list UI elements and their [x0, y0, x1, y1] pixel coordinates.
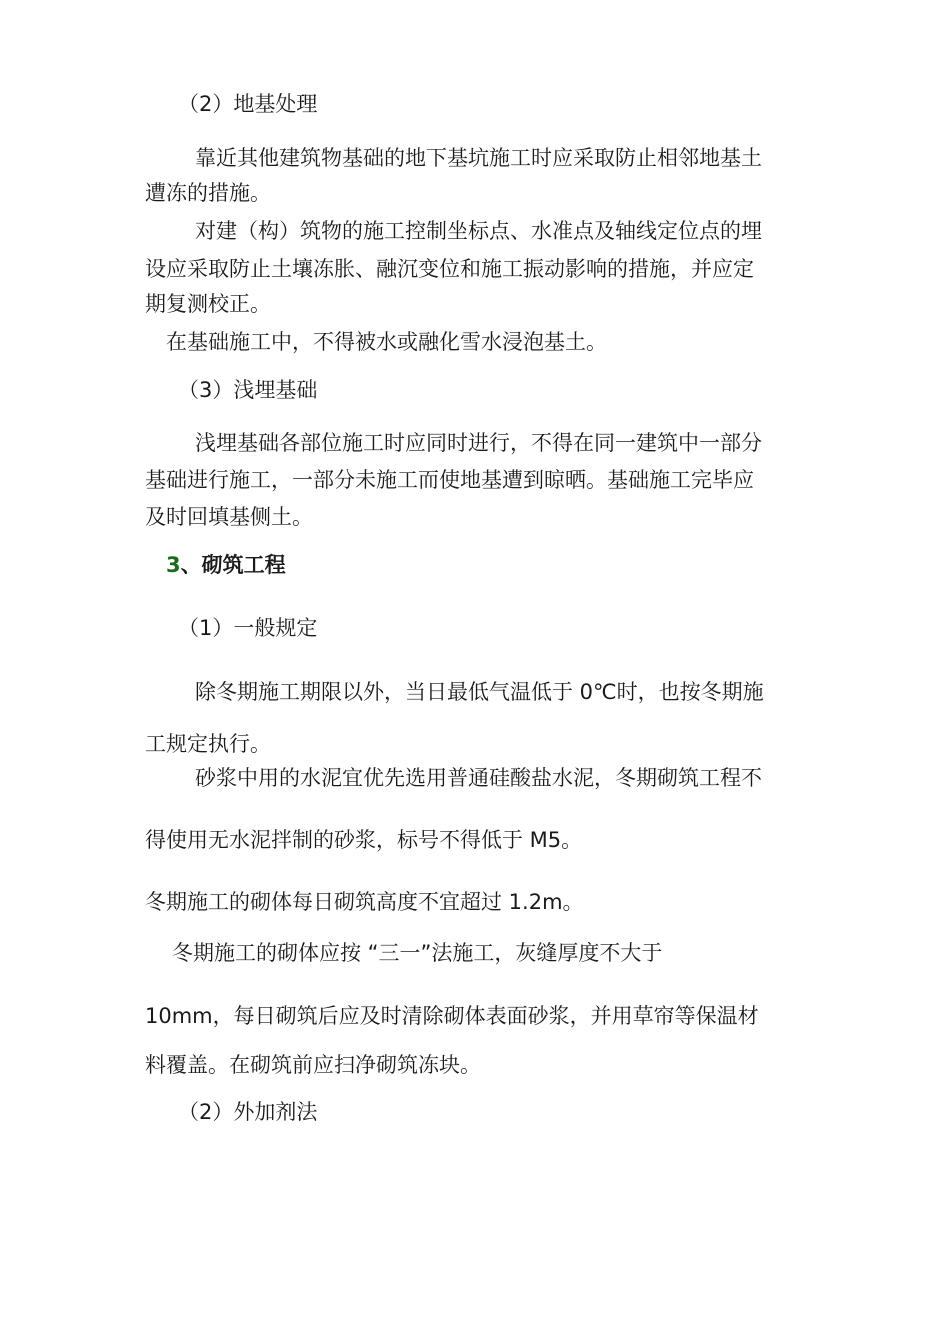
- subheading-general-rules: （1）一般规定: [178, 616, 318, 640]
- chapter-title: 、砌筑工程: [180, 553, 286, 577]
- paragraph-line: 靠近其他建筑物基础的地下基坑施工时应采取防止相邻地基土: [195, 146, 762, 170]
- paragraph-line: 在基础施工中，不得被水或融化雪水浸泡基土。: [166, 330, 607, 354]
- paragraph-line: 冬期施工的砌体应按 “三一”法施工，灰缝厚度不大于: [172, 941, 663, 965]
- chapter-heading: [166, 551, 286, 579]
- paragraph-line: 基础进行施工，一部分未施工而使地基遭到晾晒。基础施工完毕应: [145, 468, 754, 492]
- chapter-number: 3: [166, 553, 181, 577]
- paragraph-line: 设应采取防止土壤冻胀、融沉变位和施工振动影响的措施，并应定: [145, 257, 754, 281]
- paragraph-line: 冬期施工的砌体每日砌筑高度不宜超过 1.2m。: [145, 890, 584, 914]
- subheading-additive-method: （2）外加剂法: [178, 1100, 318, 1124]
- paragraph-line: 及时回填基侧土。: [145, 505, 313, 529]
- paragraph-line: 工规定执行。: [145, 732, 271, 756]
- paragraph-line: 除冬期施工期限以外，当日最低气温低于 0℃时，也按冬期施: [195, 680, 764, 704]
- paragraph-line: 遭冻的措施。: [145, 181, 271, 205]
- paragraph-line: 浅埋基础各部位施工时应同时进行，不得在同一建筑中一部分: [195, 431, 762, 455]
- subheading-foundation-treatment: （2）地基处理: [178, 92, 318, 116]
- paragraph-line: 10mm，每日砌筑后应及时清除砌体表面砂浆，并用草帘等保温材: [145, 1004, 759, 1028]
- paragraph-line: 料覆盖。在砌筑前应扫净砌筑冻块。: [145, 1053, 481, 1077]
- subheading-shallow-foundation: （3）浅埋基础: [178, 378, 318, 402]
- paragraph-line: 得使用无水泥拌制的砂浆，标号不得低于 M5。: [145, 828, 583, 852]
- paragraph-line: 砂浆中用的水泥宜优先选用普通硅酸盐水泥，冬期砌筑工程不: [195, 766, 762, 790]
- paragraph-line: 对建（构）筑物的施工控制坐标点、水准点及轴线定位点的埋: [195, 219, 762, 243]
- paragraph-line: 期复测校正。: [145, 292, 271, 316]
